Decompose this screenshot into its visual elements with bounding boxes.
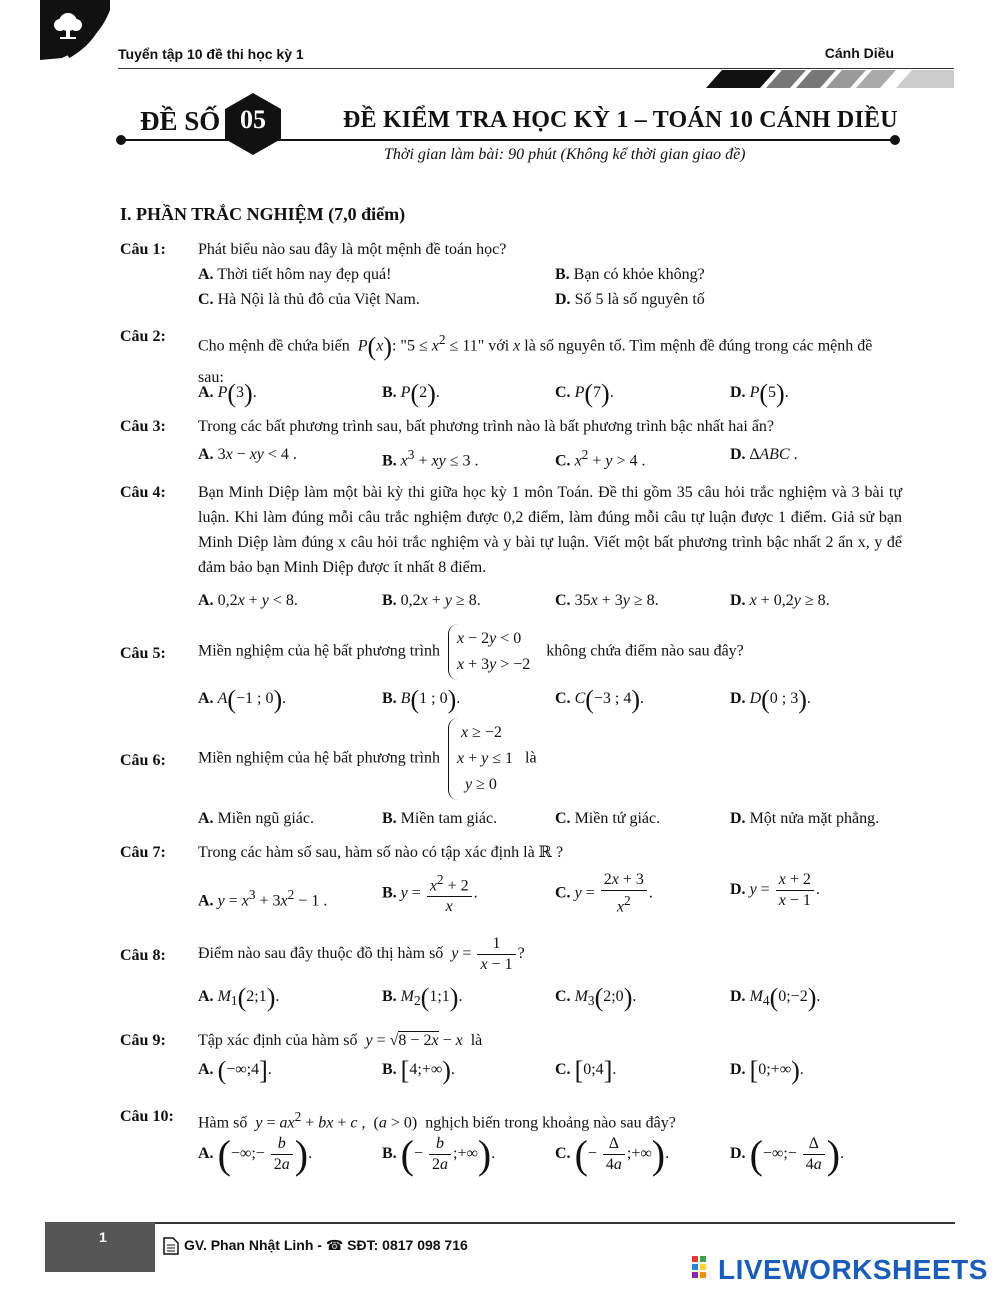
question-label: Câu 1:	[120, 241, 166, 258]
question-text: Miền nghiệm của hệ bất phương trình x − 2y < 0 x + 3y > −2 không chứa điểm nào sau đây?	[198, 624, 902, 680]
question-8	[120, 934, 920, 1014]
series-name: Cánh Diều	[824, 45, 894, 61]
question-label: Câu 8:	[120, 947, 166, 964]
rule-dot-right	[890, 135, 900, 145]
option-b[interactable]: B. Miền tam giác.	[382, 810, 498, 827]
question-label: Câu 2:	[120, 328, 166, 345]
question-text: Điểm nào sau đây thuộc đồ thị hàm số y = $\frac{1}{x - 1}$ ?	[198, 935, 525, 973]
question-label: Câu 9:	[120, 1032, 166, 1049]
option-b[interactable]: B. P(2).	[382, 378, 440, 408]
page-number: 1	[99, 1229, 107, 1245]
question-label: Câu 5:	[120, 645, 166, 662]
option-c[interactable]: C. P(7).	[555, 378, 614, 408]
option-b[interactable]: B. $M_2(1;1)$.	[382, 982, 463, 1012]
option-c[interactable]: C. C(−3 ; 4).	[555, 684, 645, 714]
section-heading: I. PHẦN TRẮC NGHIỆM (7,0 điểm)	[120, 204, 406, 224]
option-d[interactable]: D. x + 0,2y ≥ 8.	[730, 592, 830, 609]
question-6	[120, 718, 920, 830]
option-d[interactable]: D. y = $\frac{x + 2}{x - 1}$ .	[730, 871, 820, 909]
author-contact: GV. Phan Nhật Linh - ☎ SĐT: 0817 098 716	[184, 1237, 468, 1253]
question-7	[120, 840, 920, 920]
question-2	[120, 324, 920, 409]
option-d[interactable]: D. [0;+∞).	[730, 1055, 804, 1085]
option-d[interactable]: D. Số 5 là số nguyên tố	[555, 291, 705, 308]
option-d[interactable]: D. ∆ABC .	[730, 446, 798, 463]
option-b[interactable]: B. (− $\frac{b}{2a}$ ;+∞).	[382, 1132, 496, 1177]
question-text: Cho mệnh đề chứa biến P(x): "$5 \le x^2 \le 11$" với x là số nguyên tố. Tìm mệnh đề đúng trong các mệnh đề sau:	[198, 332, 873, 387]
option-c[interactable]: C. y = $\frac{2x + 3}{x^2}$ .	[555, 871, 653, 916]
question-text: Trong các bất phương trình sau, bất phương trình nào là bất phương trình bậc nhất hai ẩn?	[198, 418, 775, 435]
question-5	[120, 624, 920, 716]
option-a[interactable]: A. (−∞;4].	[198, 1055, 272, 1085]
option-b[interactable]: B. y = $\frac{x^2 + 2}{x}$ .	[382, 872, 478, 916]
option-a[interactable]: A. 0,2x + y < 8.	[198, 592, 298, 609]
rule-dot-left	[116, 135, 126, 145]
question-4	[120, 480, 920, 615]
question-label: Câu 4:	[120, 484, 166, 501]
de-so-label: ĐỀ SỐ	[140, 106, 221, 136]
option-d[interactable]: D. (−∞;− $\frac{\Delta}{4a}$ ).	[730, 1132, 845, 1177]
option-c[interactable]: C. Miền tứ giác.	[555, 810, 661, 827]
time-note: Thời gian làm bài: 90 phút (Không kể thời gian giao đề)	[384, 146, 746, 163]
option-d[interactable]: D. P(5).	[730, 378, 789, 408]
option-c[interactable]: C. $x^2 + y > 4$ .	[555, 447, 646, 470]
option-a[interactable]: A. 3x − xy < 4 .	[198, 446, 297, 463]
option-d[interactable]: D. $M_4(0;-2)$.	[730, 982, 821, 1012]
option-a[interactable]: A. Thời tiết hôm nay đẹp quá!	[198, 266, 392, 283]
option-a[interactable]: A. (−∞;− $\frac{b}{2a}$ ).	[198, 1132, 313, 1177]
question-text: Miền nghiệm của hệ bất phương trình x ≥ −2 x + y ≤ 1 y ≥ 0 là	[198, 718, 902, 800]
document-icon	[163, 1237, 179, 1255]
question-9	[120, 1028, 920, 1088]
question-label: Câu 7:	[120, 844, 166, 861]
option-c[interactable]: C. 35x + 3y ≥ 8.	[555, 592, 659, 609]
option-a[interactable]: A. $M_1(2;1)$.	[198, 982, 280, 1012]
exam-title: ĐỀ KIỂM TRA HỌC KỲ 1 – TOÁN 10 CÁNH DIỀU	[343, 107, 898, 133]
inequality-system: x − 2y < 0 x + 3y > −2	[448, 624, 538, 680]
option-c[interactable]: C. [0;4].	[555, 1055, 617, 1085]
footer-divider	[155, 1222, 955, 1224]
exam-number: 05	[240, 105, 266, 134]
liveworksheets-logo-icon	[692, 1256, 714, 1282]
option-a[interactable]: A. A(−1 ; 0).	[198, 684, 287, 714]
inequality-system: x ≥ −2 x + y ≤ 1 y ≥ 0	[448, 718, 521, 800]
question-label: Câu 3:	[120, 418, 166, 435]
brand-watermark: LIVEWORKSHEETS	[718, 1254, 988, 1285]
question-text: Tập xác định của hàm số y = √8 − 2x − x là	[198, 1032, 483, 1049]
question-text: Hàm số $y = ax^2$ + bx + c , (a > 0) nghịch biến trong khoảng nào sau đây?	[198, 1109, 676, 1132]
question-3	[120, 414, 920, 469]
option-b[interactable]: B. B(1 ; 0).	[382, 684, 461, 714]
option-a[interactable]: A. Miền ngũ giác.	[198, 810, 314, 827]
option-c[interactable]: C. Hà Nội là thủ đô của Việt Nam.	[198, 291, 420, 308]
option-b[interactable]: B. Bạn có khỏe không?	[555, 266, 705, 283]
option-b[interactable]: B. $x^3$ + xy ≤ 3 .	[382, 447, 479, 470]
option-a[interactable]: A. $y = x^3 + 3x^2 - 1$ .	[198, 887, 328, 910]
question-label: Câu 6:	[120, 752, 166, 769]
question-label: Câu 10:	[120, 1108, 174, 1125]
option-c[interactable]: C. $M_3(2;0)$.	[555, 982, 637, 1012]
question-text: Bạn Minh Diệp làm một bài kỳ thi giữa học kỳ 1 môn Toán. Đề thi gồm 35 câu hỏi trắc nghiệm và 3 bài tự luận. Khi làm đúng mỗi câu trắc nghiệm được 0,2 điểm, làm đúng mỗi câu tự luận được 1 điểm. Giả sử bạn Minh Diệp làm đúng x câu hỏi trắc nghiệm và y bài tự luận. Viết một bất phương trình bậc nhất 2 ẩn x, y để đảm bảo bạn Minh Diệp được ít nhất 8 điểm.	[198, 484, 902, 576]
option-d[interactable]: D. D(0 ; 3).	[730, 684, 811, 714]
option-a[interactable]: A. P(3).	[198, 378, 257, 408]
question-text: Phát biểu nào sau đây là một mệnh đề toán học?	[198, 241, 507, 258]
option-b[interactable]: B. 0,2x + y ≥ 8.	[382, 592, 481, 609]
question-1	[120, 237, 920, 317]
option-c[interactable]: C. (− $\frac{\Delta}{4a}$ ;+∞).	[555, 1132, 670, 1177]
question-10	[120, 1104, 920, 1194]
question-text: Trong các hàm số sau, hàm số nào có tập xác định là ℝ ?	[198, 844, 564, 861]
book-title: Tuyển tập 10 đề thi học kỳ 1	[118, 46, 304, 62]
logo-emblem	[40, 0, 115, 62]
option-b[interactable]: B. [4;+∞).	[382, 1055, 455, 1085]
header-stripes	[696, 69, 958, 89]
option-d[interactable]: D. Một nửa mặt phẳng.	[730, 810, 880, 827]
